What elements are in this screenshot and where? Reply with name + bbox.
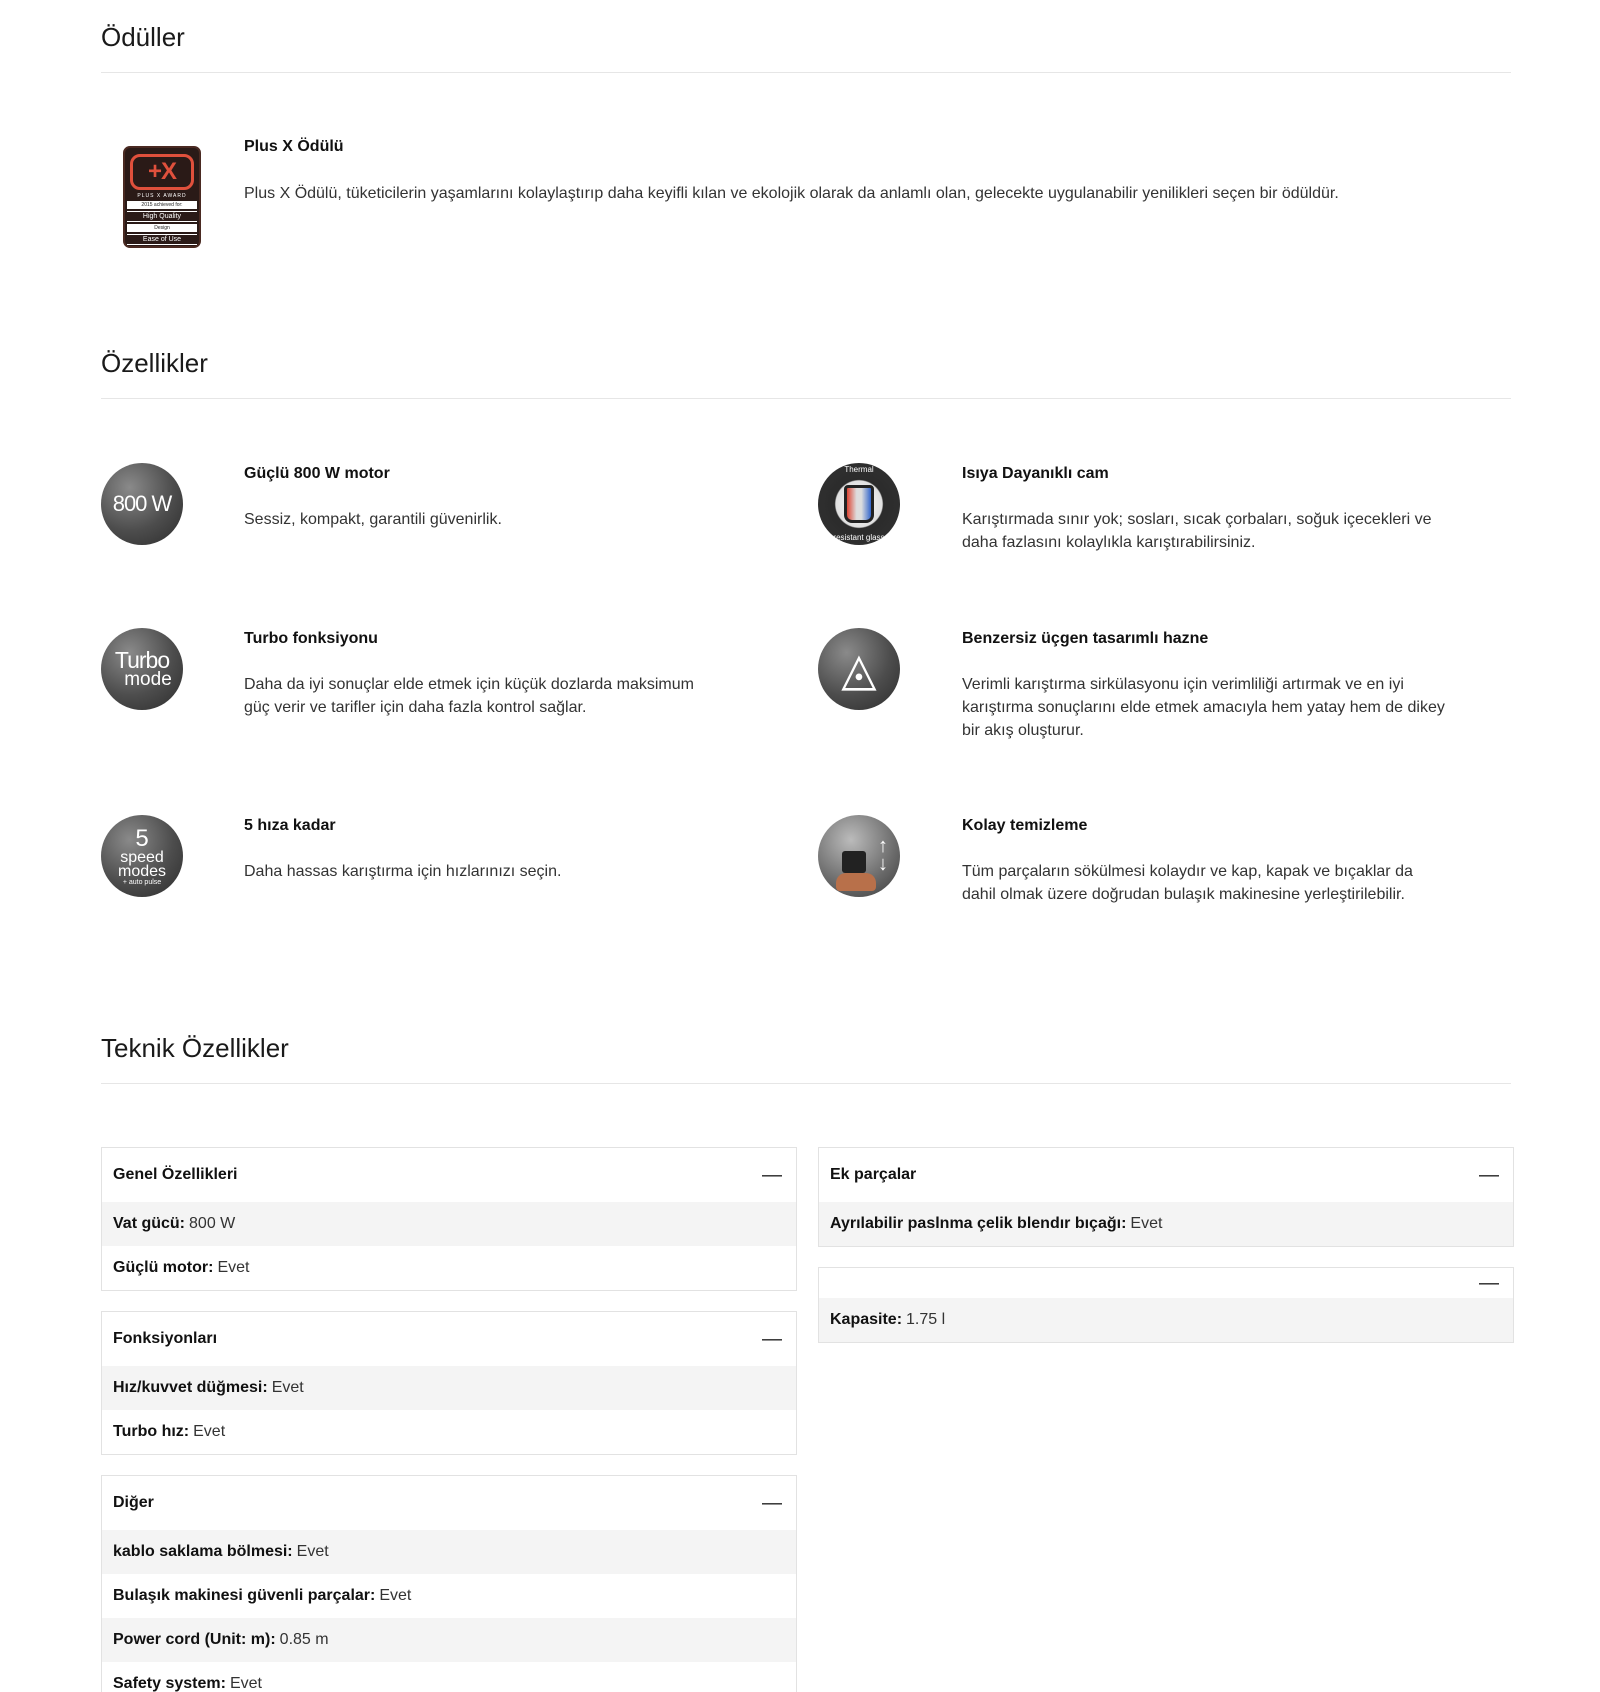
spec-row <box>102 1530 796 1574</box>
collapse-icon[interactable]: — <box>1479 1271 1499 1294</box>
glass-jar-shape <box>844 485 874 523</box>
spec-row <box>819 1298 1513 1342</box>
spec-row <box>102 1410 796 1454</box>
spec-key: Vat gücü: <box>113 1215 186 1232</box>
spec-key: Ayrılabilir paslnma çelik blendır bıçağı: <box>830 1215 1127 1232</box>
specs-divider <box>101 1083 1511 1084</box>
spec-row <box>102 1366 796 1410</box>
spec-panel-header[interactable] <box>819 1268 1513 1298</box>
plus-x-award-logo <box>123 146 201 248</box>
spec-panel-title: Genel Özellikleri <box>113 1166 238 1183</box>
feature-title: Benzersiz üçgen tasarımlı hazne <box>962 630 1209 647</box>
spec-value: Evet <box>296 1543 329 1560</box>
turbo-mode-icon <box>101 628 183 710</box>
collapse-icon[interactable]: — <box>1479 1163 1499 1186</box>
feature-description: Daha da iyi sonuçlar elde etmek için küçük dozlarda maksimum güç verir ve tarifler için daha fazla kontrol sağlar. <box>244 676 694 716</box>
spec-row <box>819 1202 1513 1246</box>
spec-key: kablo saklama bölmesi: <box>113 1543 293 1560</box>
mode-icon-label: mode <box>124 669 172 690</box>
spec-panel-other <box>101 1475 797 1692</box>
spec-value: Evet <box>217 1259 250 1276</box>
spec-value: Evet <box>271 1379 304 1396</box>
spec-panel-header[interactable] <box>102 1312 796 1366</box>
spec-value: Evet <box>379 1587 412 1604</box>
resistant-glass-label: resistant glass <box>833 533 885 542</box>
modes-label: modes <box>117 862 167 880</box>
spec-value: 0.85 m <box>279 1631 329 1648</box>
feature-title: 5 hıza kadar <box>244 817 336 834</box>
spec-panel-header[interactable] <box>102 1148 796 1202</box>
spec-row <box>102 1574 796 1618</box>
spec-panel-title: Diğer <box>113 1494 154 1511</box>
blade-base-shape <box>842 851 866 873</box>
award-row: High Quality <box>127 211 197 222</box>
feature-description: Verimli karıştırma sirkülasyonu için verimliliği artırmak ve en iyi karıştırma sonuçlarını elde etmek amacıyla hem yatay hem de dikey bir akış oluşturur. <box>962 676 1445 739</box>
thermal-glass-icon <box>818 463 900 545</box>
feature-title: Güçlü 800 W motor <box>244 465 390 482</box>
watt-icon <box>101 463 183 545</box>
collapse-icon[interactable]: — <box>762 1163 782 1186</box>
thermal-label: Thermal <box>844 465 874 474</box>
spec-value: Evet <box>193 1423 226 1440</box>
award-tag: PLUS X AWARD <box>137 193 187 199</box>
up-down-arrows-icon: ↑ ↓ <box>878 835 888 875</box>
spec-panel-general <box>101 1147 797 1291</box>
spec-panel-capacity <box>818 1267 1514 1343</box>
award-description: Plus X Ödülü, tüketicilerin yaşamlarını kolaylaştırıp daha keyifli kılan ve ekolojik olarak da anlamlı olan, gelecekte uygulanabilir yenilikleri seçen bir ödüldür. <box>244 185 1339 202</box>
easy-clean-icon <box>818 815 900 897</box>
feature-title: Isıya Dayanıklı cam <box>962 465 1109 482</box>
features-divider <box>101 398 1511 399</box>
spec-row <box>102 1202 796 1246</box>
specs-heading: Teknik Özellikler <box>101 1033 289 1063</box>
spec-key: Power cord (Unit: m): <box>113 1631 276 1648</box>
auto-pulse-label: + auto pulse <box>122 878 162 886</box>
feature-description: Tüm parçaların sökülmesi kolaydır ve kap, kapak ve bıçaklar da dahil olmak üzere doğrudan bulaşık makinesine yerleştirilebilir. <box>962 863 1413 903</box>
features-heading: Özellikler <box>101 348 208 378</box>
plus-x-icon: +X <box>130 154 194 190</box>
feature-description: Karıştırmada sınır yok; sosları, sıcak çorbaları, soğuk içecekleri ve daha fazlasını kolaylıkla karıştırabilirsiniz. <box>962 511 1432 551</box>
watt-icon-label: 800 W <box>112 491 172 516</box>
triangle-jar-icon <box>818 628 900 710</box>
speed-number-label: 5 <box>135 824 149 852</box>
spec-panel-header[interactable] <box>819 1148 1513 1202</box>
spec-panel-title: Ek parçalar <box>830 1166 917 1183</box>
award-row: Design <box>127 224 197 232</box>
spec-key: Turbo hız: <box>113 1423 190 1440</box>
feature-title: Kolay temizleme <box>962 817 1088 834</box>
spec-panel-header[interactable] <box>102 1476 796 1530</box>
spec-key: Güçlü motor: <box>113 1259 214 1276</box>
speed-modes-icon <box>101 815 183 897</box>
award-row: Ease of Use <box>127 234 197 245</box>
spec-row <box>102 1618 796 1662</box>
awards-heading: Ödüller <box>101 22 185 52</box>
spec-key: Safety system: <box>113 1675 226 1692</box>
collapse-icon[interactable]: — <box>762 1491 782 1514</box>
feature-title: Turbo fonksiyonu <box>244 630 378 647</box>
hand-shape <box>836 873 876 891</box>
speed-label: speed <box>120 848 164 866</box>
award-title: Plus X Ödülü <box>244 138 344 155</box>
award-year: 2015 achieved for: <box>127 201 197 209</box>
spec-key: Kapasite: <box>830 1311 903 1328</box>
spec-row <box>102 1246 796 1290</box>
spec-key: Bulaşık makinesi güvenli parçalar: <box>113 1587 376 1604</box>
spec-key: Hız/kuvvet düğmesi: <box>113 1379 268 1396</box>
spec-value: Evet <box>229 1675 262 1692</box>
turbo-icon-label: Turbo <box>114 647 170 673</box>
collapse-icon[interactable]: — <box>762 1327 782 1350</box>
triangle-shape: ◬ <box>841 643 877 695</box>
feature-description: Sessiz, kompakt, garantili güvenirlik. <box>244 511 502 528</box>
awards-divider <box>101 72 1511 73</box>
spec-panel-accessories <box>818 1147 1514 1247</box>
spec-value: 1.75 l <box>906 1311 946 1328</box>
spec-panel-functions <box>101 1311 797 1455</box>
spec-value: 800 W <box>189 1215 236 1232</box>
feature-description: Daha hassas karıştırma için hızlarınızı seçin. <box>244 863 562 880</box>
spec-row <box>102 1662 796 1692</box>
spec-value: Evet <box>1130 1215 1163 1232</box>
spec-panel-title: Fonksiyonları <box>113 1330 218 1347</box>
